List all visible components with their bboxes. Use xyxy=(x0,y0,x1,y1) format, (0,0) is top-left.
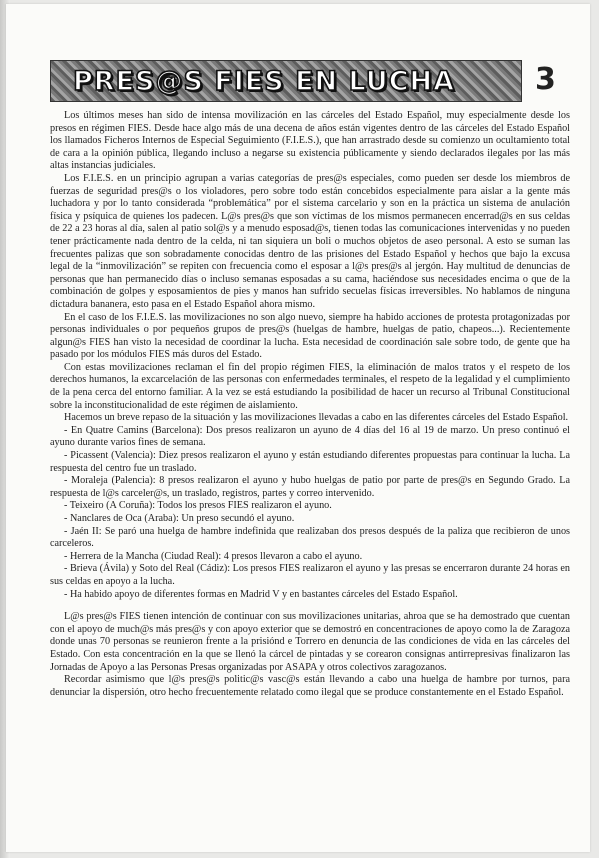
list-item: - Nanclares de Oca (Araba): Un preso secundó el ayuno. xyxy=(64,513,295,524)
list-item: - Moraleja (Palencia): 8 presos realizaron el ayuno y hubo huelgas de patio por parte de pres@s en Segundo Grado. La respuesta de l@s carceler@s, un traslado, registros, partes y correo intervenido. xyxy=(50,475,570,499)
list-item: - En Quatre Camins (Barcelona): Dos presos realizaron un ayuno de 4 días del 16 al 19 de marzo. Un preso continuó el ayuno durante varios fines de semana. xyxy=(50,424,570,449)
paragraph: Los F.I.E.S. en un principio agrupan a varias categorías de pres@s especiales, como pueden ser desde los miembros de fuerzas de seguridad pres@s o los violadores, pero sobre todo están concebidos especialmente para aislar a la gente más luchadora y por lo tanto considerada “problemática” por el sistema carcelario y son en la práctica un sistema de anulación física y psíquica de quienes los padecen. L@s pres@s que son víctimas de los mismos permanecen encerrad@s en sus celdas de 22 a 23 horas al día, salen al patio sol@s y a menudo esposad@s, tienen todas las comunicaciones intervenidas y no pueden tener prácticamente nada dentro de la celda, ni tan siquiera un boli o muchos objetos de aseo personal. A esto se suman las frecuentes palizas que son sobradamente conocidas dentro de las prisiones del Estado Español y hechos que bajo la excusa legal de la “inmovilización” se repiten con frecuencia como el esposar a l@s pres@s al jergón. Hay multitud de denuncias de personas que han permanecido días o incluso semanas esposadas a su cama, haciéndose sus necesidades encima o que de la combinación de golpes y esposamientos de pies y manos han sufrido secuelas físicas irreversibles. No hablamos de ninguna dictadura bananera, esto pasa en el Estado Español ahora mismo. xyxy=(50,172,570,310)
paragraph: Con estas movilizaciones reclaman el fin del propio régimen FIES, la eliminación de malos tratos y el respeto de los derechos humanos, la excarcelación de las personas con enfermedades terminales, el respeto de la legalidad y el cumplimiento de la pena cerca del entorno familiar. A la vez se está estudiando la posibilidad de hacer un recurso al Tribunal Constitucional sobre la inconstitucionalidad de este régimen de aislamiento. xyxy=(50,361,570,411)
list-item: - Jaén II: Se paró una huelga de hambre indefinida que realizaban dos presos después de la paliza que recibieron de unos carceleros. xyxy=(50,525,570,550)
paragraph: Hacemos un breve repaso de la situación y las movilizaciones llevadas a cabo en las diferentes cárceles del Estado Español. xyxy=(64,412,569,424)
paragraph: Los últimos meses han sido de intensa movilización en las cárceles del Estado Español, muy especialmente desde los presos en régimen FIES. Desde hace algo más de una decena de años están vigentes dentro de las cárceles del Estado Español los llamados Ficheros Internos de Especial Seguimiento (F.I.E.S.), que han arrastrado desde su comienzo un ocultamiento total de cara a la opinión pública, llegando incluso a negarse su existencia públicamente y siendo declarados ilegales por las más altas instancias judiciales. xyxy=(50,110,570,172)
paragraph: En el caso de los F.I.E.S. las movilizaciones no son algo nuevo, siempre ha habido acciones de protesta protagonizadas por personas individuales o por pequeños grupos de pres@s (huelgas de hambre, huelgas de patio, chapeos...). Recientemente algun@s FIES han visto la necesidad de coordinar la lucha. Esta necesidad de coordinación sale sobre todo, de gente que ha pasado por los módulos FIES más duros del Estado. xyxy=(50,311,570,361)
title-banner xyxy=(50,60,522,102)
list-item: - Brieva (Ávila) y Soto del Real (Cádiz): Los presos FIES realizaron el ayuno y las presas se encerraron durante 24 horas en sus celdas en apoyo a la lucha. xyxy=(50,563,570,587)
article-body xyxy=(50,110,570,699)
list-item: - Ha habido apoyo de diferentes formas en Madrid V y en bastantes cárceles del Estado Español. xyxy=(64,588,458,600)
page-title: PRES@S FIES EN LUCHA xyxy=(73,65,456,97)
closing-paragraph: L@s pres@s FIES tienen intención de continuar con sus movilizaciones unitarias, ahroa que se ha demostrado que cuentan con el apoyo de much@s más pres@s y con apoyo exterior que se demostró en concentraciones de apoyo como la de Zaragoza donde unas 70 personas se reunieron frente a la prisiónd e Torrero en denuncia de las condiciones de vida en las cárceles del Estado. Con esta concentración en la que se llenó la cárcel de pintadas y se corearon consignas antirrepresivas finalizaron las Jornadas de Apoyo a las Personas Presas organizadas por ASAPA y otros colectivos zaragozanos. xyxy=(50,611,570,673)
list-item: - Picassent (Valencia): Diez presos realizaron el ayuno y están estudiando diferentes propuestas para continuar la lucha. La respuesta del centro fue un traslado. xyxy=(50,450,570,474)
list-item: - Teixeiro (A Coruña): Todos los presos FIES realizaron el ayuno. xyxy=(64,500,332,512)
page-number: 3 xyxy=(535,62,556,97)
list-item: - Herrera de la Mancha (Ciudad Real): 4 presos llevaron a cabo el ayuno. xyxy=(64,550,363,562)
closing-paragraph: Recordar asimismo que l@s pres@s politic@s vasc@s están llevando a cabo una huelga de hambre por turnos, para denunciar la dispersión, otro hecho frecuentemente relatado como ilegal que se produce constantemente en el Estado Español. xyxy=(50,674,570,698)
